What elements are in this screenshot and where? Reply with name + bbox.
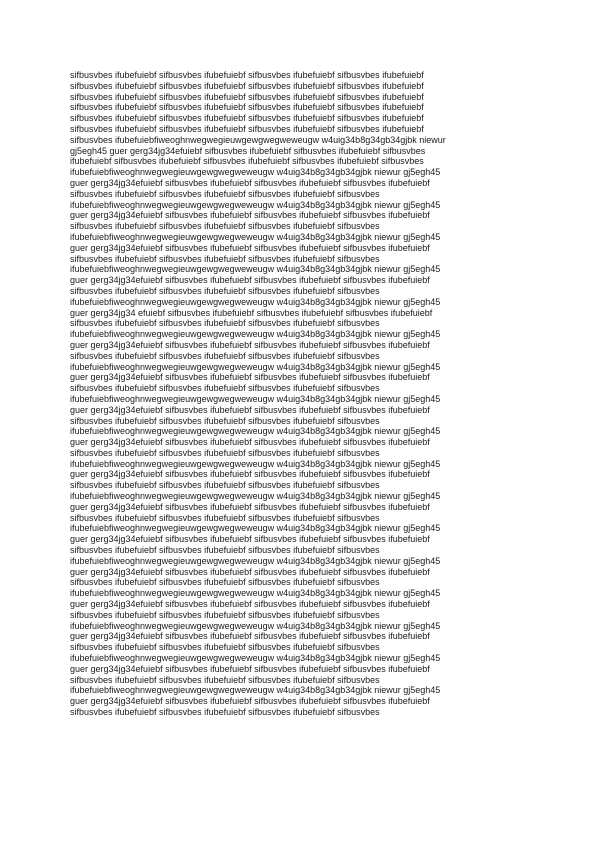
text-line: sifbusvbes ifubefuiebf sifbusvbes ifubefuiebf sifbusvbes ifubefuiebf sifbusvbes (70, 188, 380, 199)
text-line: gj5egh45 guer gerg34jg34efuiebf sifbusvbes ifubefuiebf sifbusvbes ifubefuiebf sifbusvbes (70, 145, 426, 156)
text-line: ifubefuiebfiweoghnwegwegieuwgewgwegweweugw w4uig34b8g34gb34gjbk niewur gj5egh45 (70, 426, 441, 437)
text-line: ifubefuiebfiweoghnwegwegieuwgewgwegweweugw w4uig34b8g34gb34gjbk niewur gj5egh45 (70, 523, 441, 534)
text-line: guer gerg34jg34efuiebf sifbusvbes ifubefuiebf sifbusvbes ifubefuiebf sifbusvbes ifubefuiebf (70, 404, 430, 415)
text-line: sifbusvbes ifubefuiebf sifbusvbes ifubefuiebf sifbusvbes ifubefuiebf sifbusvbes ifubefuiebf (70, 113, 424, 124)
text-line: sifbusvbes ifubefuiebf sifbusvbes ifubefuiebf sifbusvbes ifubefuiebf sifbusvbes (70, 447, 380, 458)
text-line: sifbusvbes ifubefuiebf sifbusvbes ifubefuiebf sifbusvbes ifubefuiebf sifbusvbes ifubefuiebf (70, 102, 424, 113)
text-line: ifubefuiebfiweoghnwegwegieuwgewgwegweweugw w4uig34b8g34gb34gjbk niewur gj5egh45 (70, 458, 441, 469)
text-line: sifbusvbes ifubefuiebf sifbusvbes ifubefuiebf sifbusvbes ifubefuiebf sifbusvbes ifubefuiebf (70, 80, 424, 91)
text-line: sifbusvbes ifubefuiebf sifbusvbes ifubefuiebf sifbusvbes ifubefuiebf sifbusvbes (70, 674, 380, 685)
text-line: ifubefuiebfiweoghnwegwegieuwgewgwegweweugw w4uig34b8g34gb34gjbk niewur gj5egh45 (70, 361, 441, 372)
text-line: sifbusvbes ifubefuiebf sifbusvbes ifubefuiebf sifbusvbes ifubefuiebf sifbusvbes (70, 383, 380, 394)
text-line: ifubefuiebfiweoghnwegwegieuwgewgwegweweugw w4uig34b8g34gb34gjbk niewur gj5egh45 (70, 620, 441, 631)
document-body (70, 70, 530, 718)
text-line: ifubefuiebf sifbusvbes ifubefuiebf sifbusvbes ifubefuiebf sifbusvbes ifubefuiebf sifbusvbes (70, 156, 424, 167)
text-line: guer gerg34jg34efuiebf sifbusvbes ifubefuiebf sifbusvbes ifubefuiebf sifbusvbes ifubefuiebf (70, 177, 430, 188)
text-line: sifbusvbes ifubefuiebf sifbusvbes ifubefuiebf sifbusvbes ifubefuiebf sifbusvbes (70, 545, 380, 556)
text-line: guer gerg34jg34 efuiebf sifbusvbes ifubefuiebf sifbusvbes ifubefuiebf sifbusvbes ifubefuiebf (70, 307, 433, 318)
text-line: guer gerg34jg34efuiebf sifbusvbes ifubefuiebf sifbusvbes ifubefuiebf sifbusvbes ifubefuiebf (70, 663, 430, 674)
text-line: sifbusvbes ifubefuiebf sifbusvbes ifubefuiebf sifbusvbes ifubefuiebf sifbusvbes ifubefuiebf (70, 123, 424, 134)
text-line: sifbusvbes ifubefuiebf sifbusvbes ifubefuiebf sifbusvbes ifubefuiebf sifbusvbes (70, 480, 380, 491)
text-line: sifbusvbes ifubefuiebf sifbusvbes ifubefuiebf sifbusvbes ifubefuiebf sifbusvbes (70, 221, 380, 232)
text-line: sifbusvbes ifubefuiebf sifbusvbes ifubefuiebf sifbusvbes ifubefuiebf sifbusvbes (70, 285, 380, 296)
text-line: guer gerg34jg34efuiebf sifbusvbes ifubefuiebf sifbusvbes ifubefuiebf sifbusvbes ifubefuiebf (70, 437, 430, 448)
text-line: sifbusvbes ifubefuiebf sifbusvbes ifubefuiebf sifbusvbes ifubefuiebf sifbusvbes (70, 415, 380, 426)
text-line: guer gerg34jg34efuiebf sifbusvbes ifubefuiebf sifbusvbes ifubefuiebf sifbusvbes ifubefuiebf (70, 469, 430, 480)
text-line: sifbusvbes ifubefuiebf sifbusvbes ifubefuiebf sifbusvbes ifubefuiebf sifbusvbes (70, 609, 380, 620)
text-line: sifbusvbes ifubefuiebf sifbusvbes ifubefuiebf sifbusvbes ifubefuiebf sifbusvbes (70, 512, 380, 523)
text-line: ifubefuiebfiweoghnwegwegieuwgewgwegweweugw w4uig34b8g34gb34gjbk niewur gj5egh45 (70, 393, 441, 404)
text-line: sifbusvbes ifubefuiebf sifbusvbes ifubefuiebf sifbusvbes ifubefuiebf sifbusvbes (70, 577, 380, 588)
text-line: ifubefuiebfiweoghnwegwegieuwgewgwegweweugw w4uig34b8g34gb34gjbk niewur gj5egh45 (70, 685, 441, 696)
text-line: guer gerg34jg34efuiebf sifbusvbes ifubefuiebf sifbusvbes ifubefuiebf sifbusvbes ifubefuiebf (70, 275, 430, 286)
text-line: guer gerg34jg34efuiebf sifbusvbes ifubefuiebf sifbusvbes ifubefuiebf sifbusvbes ifubefuiebf (70, 372, 430, 383)
text-line: ifubefuiebfiweoghnwegwegieuwgewgwegweweugw w4uig34b8g34gb34gjbk niewur gj5egh45 (70, 653, 441, 664)
text-line: sifbusvbes ifubefuiebf sifbusvbes ifubefuiebf sifbusvbes ifubefuiebf sifbusvbes ifubefuiebf (70, 70, 424, 80)
text-line: guer gerg34jg34efuiebf sifbusvbes ifubefuiebf sifbusvbes ifubefuiebf sifbusvbes ifubefuiebf (70, 696, 430, 707)
text-line: sifbusvbes ifubefuiebfiweoghnwegwegieuwgewgwegweweugw w4uig34b8g34gb34gjbk niewur (70, 134, 446, 145)
text-line: ifubefuiebfiweoghnwegwegieuwgewgwegweweugw w4uig34b8g34gb34gjbk niewur gj5egh45 (70, 296, 441, 307)
text-line: guer gerg34jg34efuiebf sifbusvbes ifubefuiebf sifbusvbes ifubefuiebf sifbusvbes ifubefuiebf (70, 210, 430, 221)
text-line: ifubefuiebfiweoghnwegwegieuwgewgwegweweugw w4uig34b8g34gb34gjbk niewur gj5egh45 (70, 167, 441, 178)
text-line: sifbusvbes ifubefuiebf sifbusvbes ifubefuiebf sifbusvbes ifubefuiebf sifbusvbes (70, 253, 380, 264)
text-line: sifbusvbes ifubefuiebf sifbusvbes ifubefuiebf sifbusvbes ifubefuiebf sifbusvbes (70, 350, 380, 361)
text-line: ifubefuiebfiweoghnwegwegieuwgewgwegweweugw w4uig34b8g34gb34gjbk niewur gj5egh45 (70, 491, 441, 502)
text-line: ifubefuiebfiweoghnwegwegieuwgewgwegweweugw w4uig34b8g34gb34gjbk niewur gj5egh45 (70, 588, 441, 599)
text-line: ifubefuiebfiweoghnwegwegieuwgewgwegweweugw w4uig34b8g34gb34gjbk niewur gj5egh45 (70, 264, 441, 275)
text-line: sifbusvbes ifubefuiebf sifbusvbes ifubefuiebf sifbusvbes ifubefuiebf sifbusvbes (70, 707, 380, 718)
text-line: guer gerg34jg34efuiebf sifbusvbes ifubefuiebf sifbusvbes ifubefuiebf sifbusvbes ifubefuiebf (70, 566, 430, 577)
text-line: ifubefuiebfiweoghnwegwegieuwgewgwegweweugw w4uig34b8g34gb34gjbk niewur gj5egh45 (70, 555, 441, 566)
text-line: guer gerg34jg34efuiebf sifbusvbes ifubefuiebf sifbusvbes ifubefuiebf sifbusvbes ifubefuiebf (70, 242, 430, 253)
text-line: guer gerg34jg34efuiebf sifbusvbes ifubefuiebf sifbusvbes ifubefuiebf sifbusvbes ifubefuiebf (70, 501, 430, 512)
text-line: ifubefuiebfiweoghnwegwegieuwgewgwegweweugw w4uig34b8g34gb34gjbk niewur gj5egh45 (70, 231, 441, 242)
text-line: guer gerg34jg34efuiebf sifbusvbes ifubefuiebf sifbusvbes ifubefuiebf sifbusvbes ifubefuiebf (70, 534, 430, 545)
text-line: sifbusvbes ifubefuiebf sifbusvbes ifubefuiebf sifbusvbes ifubefuiebf sifbusvbes (70, 318, 380, 329)
text-line: sifbusvbes ifubefuiebf sifbusvbes ifubefuiebf sifbusvbes ifubefuiebf sifbusvbes ifubefuiebf (70, 91, 424, 102)
text-line: guer gerg34jg34efuiebf sifbusvbes ifubefuiebf sifbusvbes ifubefuiebf sifbusvbes ifubefuiebf (70, 599, 430, 610)
text-line: ifubefuiebfiweoghnwegwegieuwgewgwegweweugw w4uig34b8g34gb34gjbk niewur gj5egh45 (70, 199, 441, 210)
text-line: guer gerg34jg34efuiebf sifbusvbes ifubefuiebf sifbusvbes ifubefuiebf sifbusvbes ifubefuiebf (70, 631, 430, 642)
text-line: guer gerg34jg34efuiebf sifbusvbes ifubefuiebf sifbusvbes ifubefuiebf sifbusvbes ifubefuiebf (70, 339, 430, 350)
text-line: ifubefuiebfiweoghnwegwegieuwgewgwegweweugw w4uig34b8g34gb34gjbk niewur gj5egh45 (70, 329, 441, 340)
text-line: sifbusvbes ifubefuiebf sifbusvbes ifubefuiebf sifbusvbes ifubefuiebf sifbusvbes (70, 642, 380, 653)
